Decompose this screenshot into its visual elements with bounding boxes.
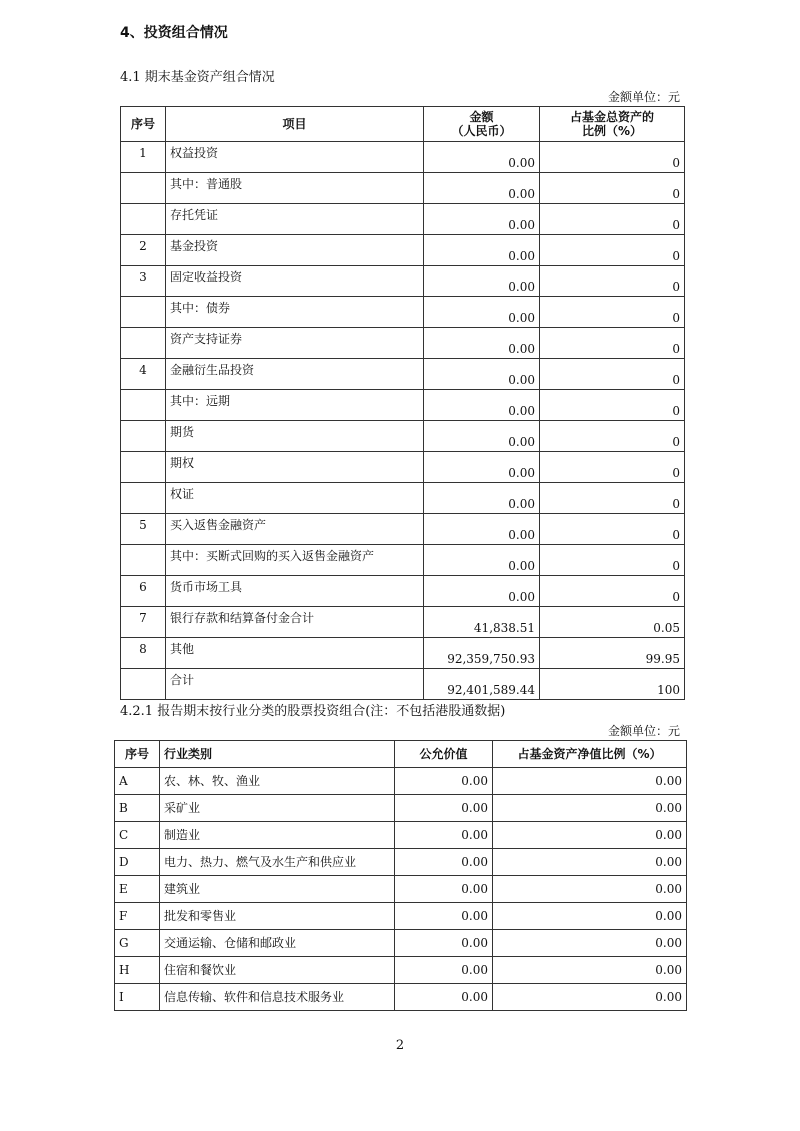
row-code: I [115, 984, 160, 1011]
row-item: 其中：债券 [166, 297, 424, 328]
table-row [121, 297, 685, 328]
table-header-row [115, 741, 687, 768]
row-seq: 2 [121, 235, 166, 266]
row-amount: 92,359,750.93 [424, 638, 540, 669]
row-ratio: 0.00 [493, 984, 687, 1011]
header-amount [424, 107, 540, 142]
row-fair-value: 0.00 [395, 930, 493, 957]
row-industry: 信息传输、软件和信息技术服务业 [160, 984, 395, 1011]
row-code: A [115, 768, 160, 795]
section-421-unit: 金额单位：元 [607, 724, 680, 738]
row-code: C [115, 822, 160, 849]
row-ratio: 0.00 [493, 930, 687, 957]
row-amount: 0.00 [424, 235, 540, 266]
row-fair-value: 0.00 [395, 876, 493, 903]
row-seq [121, 669, 166, 700]
table-row [121, 452, 685, 483]
row-ratio: 0 [540, 545, 685, 576]
row-code: E [115, 876, 160, 903]
table-row [115, 984, 687, 1011]
header-ratio: 占基金资产净值比例（%） [493, 741, 687, 768]
row-amount: 0.00 [424, 173, 540, 204]
row-amount: 92,401,589.44 [424, 669, 540, 700]
row-fair-value: 0.00 [395, 822, 493, 849]
row-ratio: 0 [540, 359, 685, 390]
row-item: 其中：远期 [166, 390, 424, 421]
row-ratio: 0 [540, 235, 685, 266]
row-amount: 0.00 [424, 297, 540, 328]
header-seq: 序号 [121, 107, 166, 142]
row-industry: 电力、热力、燃气及水生产和供应业 [160, 849, 395, 876]
row-ratio: 0 [540, 328, 685, 359]
table-row [121, 390, 685, 421]
row-fair-value: 0.00 [395, 957, 493, 984]
table-row [121, 669, 685, 700]
row-ratio: 0 [540, 421, 685, 452]
table-row [121, 328, 685, 359]
row-industry: 制造业 [160, 822, 395, 849]
header-ratio-line2: 比例（%） [581, 124, 643, 138]
table-row [115, 822, 687, 849]
table-row [115, 903, 687, 930]
table-row [121, 483, 685, 514]
row-amount: 0.00 [424, 328, 540, 359]
row-code: H [115, 957, 160, 984]
row-amount: 0.00 [424, 421, 540, 452]
row-seq [121, 390, 166, 421]
table-row [115, 957, 687, 984]
row-fair-value: 0.00 [395, 849, 493, 876]
row-item: 期货 [166, 421, 424, 452]
page-number: 2 [395, 1038, 405, 1053]
asset-allocation-table [120, 106, 685, 700]
row-fair-value: 0.00 [395, 984, 493, 1011]
table-row [121, 204, 685, 235]
row-ratio: 0 [540, 142, 685, 173]
row-ratio: 100 [540, 669, 685, 700]
row-amount: 0.00 [424, 452, 540, 483]
row-amount: 0.00 [424, 483, 540, 514]
table-row [121, 266, 685, 297]
row-item: 权证 [166, 483, 424, 514]
header-ratio [540, 107, 685, 142]
row-item: 资产支持证券 [166, 328, 424, 359]
table-row [115, 876, 687, 903]
row-item: 固定收益投资 [166, 266, 424, 297]
table-row [115, 768, 687, 795]
table-row [121, 142, 685, 173]
table-row [115, 930, 687, 957]
row-fair-value: 0.00 [395, 903, 493, 930]
row-fair-value: 0.00 [395, 768, 493, 795]
row-industry: 批发和零售业 [160, 903, 395, 930]
row-amount: 0.00 [424, 390, 540, 421]
row-amount: 0.00 [424, 266, 540, 297]
row-ratio: 0.00 [493, 957, 687, 984]
table-row [121, 173, 685, 204]
row-seq [121, 545, 166, 576]
row-ratio: 0.00 [493, 876, 687, 903]
row-amount: 0.00 [424, 576, 540, 607]
row-code: G [115, 930, 160, 957]
row-item: 期权 [166, 452, 424, 483]
table-row [121, 607, 685, 638]
header-amount-line1: 金额 [469, 110, 494, 124]
section-41-title: 4.1 期末基金资产组合情况 [120, 70, 275, 85]
header-ratio-line1: 占基金总资产的 [569, 110, 654, 124]
row-code: B [115, 795, 160, 822]
row-ratio: 0.00 [493, 849, 687, 876]
row-item: 银行存款和结算备付金合计 [166, 607, 424, 638]
header-industry: 行业类别 [160, 741, 395, 768]
section-421-title: 4.2.1 报告期末按行业分类的股票投资组合(注：不包括港股通数据) [120, 704, 506, 719]
row-item: 其中：普通股 [166, 173, 424, 204]
row-ratio: 0.05 [540, 607, 685, 638]
table-row [121, 235, 685, 266]
row-ratio: 0 [540, 266, 685, 297]
header-seq: 序号 [115, 741, 160, 768]
row-ratio: 0.00 [493, 768, 687, 795]
row-item: 合计 [166, 669, 424, 700]
table-row [121, 545, 685, 576]
row-ratio: 0 [540, 514, 685, 545]
row-seq [121, 452, 166, 483]
header-fair-value: 公允价值 [395, 741, 493, 768]
row-seq: 3 [121, 266, 166, 297]
row-item: 货币市场工具 [166, 576, 424, 607]
row-item: 金融衍生品投资 [166, 359, 424, 390]
row-item: 存托凭证 [166, 204, 424, 235]
row-seq: 7 [121, 607, 166, 638]
row-code: D [115, 849, 160, 876]
row-item: 权益投资 [166, 142, 424, 173]
section-title: 4、投资组合情况 [120, 25, 228, 41]
row-ratio: 0.00 [493, 903, 687, 930]
row-ratio: 0 [540, 452, 685, 483]
row-industry: 农、林、牧、渔业 [160, 768, 395, 795]
row-seq [121, 328, 166, 359]
row-ratio: 0 [540, 297, 685, 328]
header-item: 项目 [166, 107, 424, 142]
row-amount: 0.00 [424, 204, 540, 235]
row-seq [121, 173, 166, 204]
row-seq [121, 297, 166, 328]
row-industry: 建筑业 [160, 876, 395, 903]
table-row [121, 576, 685, 607]
table-row [121, 421, 685, 452]
table-row [121, 514, 685, 545]
row-ratio: 0 [540, 173, 685, 204]
row-ratio: 0.00 [493, 795, 687, 822]
row-ratio: 0.00 [493, 822, 687, 849]
table-row [121, 638, 685, 669]
row-fair-value: 0.00 [395, 795, 493, 822]
row-ratio: 0 [540, 576, 685, 607]
row-seq: 5 [121, 514, 166, 545]
row-ratio: 0 [540, 390, 685, 421]
row-amount: 0.00 [424, 514, 540, 545]
row-item: 基金投资 [166, 235, 424, 266]
row-seq: 4 [121, 359, 166, 390]
section-41-unit: 金额单位：元 [607, 90, 680, 104]
row-seq [121, 421, 166, 452]
table-row [115, 849, 687, 876]
row-industry: 交通运输、仓储和邮政业 [160, 930, 395, 957]
row-seq: 8 [121, 638, 166, 669]
row-ratio: 99.95 [540, 638, 685, 669]
row-amount: 0.00 [424, 142, 540, 173]
row-item: 其中：买断式回购的买入返售金融资产 [166, 545, 424, 576]
header-amount-line2: （人民币） [451, 124, 512, 138]
row-item: 买入返售金融资产 [166, 514, 424, 545]
row-code: F [115, 903, 160, 930]
row-seq: 6 [121, 576, 166, 607]
row-seq: 1 [121, 142, 166, 173]
row-ratio: 0 [540, 483, 685, 514]
row-amount: 41,838.51 [424, 607, 540, 638]
table-header-row [121, 107, 685, 142]
row-industry: 住宿和餐饮业 [160, 957, 395, 984]
row-ratio: 0 [540, 204, 685, 235]
table-row [115, 795, 687, 822]
row-item: 其他 [166, 638, 424, 669]
table-row [121, 359, 685, 390]
industry-allocation-table [114, 740, 687, 1011]
row-seq [121, 204, 166, 235]
row-amount: 0.00 [424, 359, 540, 390]
row-industry: 采矿业 [160, 795, 395, 822]
row-seq [121, 483, 166, 514]
row-amount: 0.00 [424, 545, 540, 576]
